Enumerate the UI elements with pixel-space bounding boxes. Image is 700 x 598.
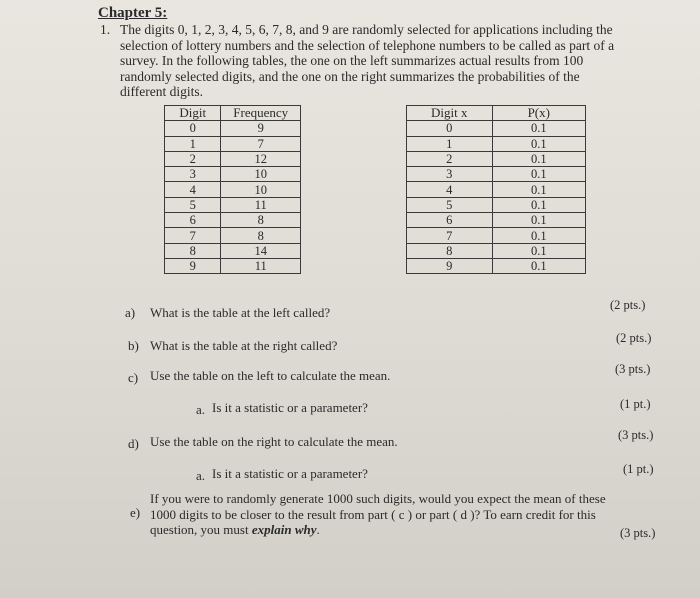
- table-row: [407, 228, 586, 243]
- frequency-cell: 9: [221, 121, 301, 136]
- digit-cell: 8: [165, 243, 221, 258]
- question-c-text: Use the table on the left to calculate the mean.: [150, 368, 391, 383]
- question-b-points: (2 pts.): [616, 331, 652, 345]
- digit-cell: 9: [407, 258, 493, 273]
- frequency-cell: 8: [221, 228, 301, 243]
- digit-cell: 5: [407, 197, 493, 212]
- table-row: [407, 197, 586, 212]
- question-d-sub-label: a.: [196, 468, 206, 483]
- frequency-cell: 10: [221, 182, 301, 197]
- digit-cell: 4: [165, 182, 221, 197]
- probability-cell: 0.1: [492, 167, 585, 182]
- question-a-text: What is the table at the left called?: [150, 305, 331, 320]
- frequency-cell: 8: [221, 213, 301, 228]
- digit-cell: 1: [165, 136, 221, 151]
- digit-cell: 6: [165, 213, 221, 228]
- problem-number: 1.: [100, 22, 111, 37]
- table-row: [165, 243, 301, 258]
- table-header-row: [407, 106, 586, 121]
- intro-line: randomly selected digits, and the one on the right summarizes the probabilities of the: [120, 68, 580, 84]
- header-frequency: Frequency: [221, 106, 301, 121]
- question-c-label: c): [128, 370, 139, 385]
- probability-cell: 0.1: [492, 151, 585, 166]
- header-probability: P(x): [492, 106, 585, 121]
- digit-cell: 8: [407, 243, 493, 258]
- frequency-cell: 10: [221, 167, 301, 182]
- problem-intro: [120, 22, 640, 100]
- header-digit: Digit: [165, 106, 221, 121]
- probability-table: [406, 105, 586, 274]
- question-a-points: (2 pts.): [610, 298, 646, 312]
- probability-cell: 0.1: [492, 121, 585, 136]
- probability-cell: 0.1: [492, 213, 585, 228]
- question-a-label: a): [125, 305, 136, 320]
- frequency-cell: 11: [221, 197, 301, 212]
- digit-cell: 1: [407, 136, 493, 151]
- question-b-label: b): [128, 338, 139, 353]
- probability-cell: 0.1: [492, 243, 585, 258]
- question-d-sub-points: (1 pt.): [623, 462, 654, 476]
- table-row: [407, 151, 586, 166]
- digit-cell: 6: [407, 213, 493, 228]
- probability-cell: 0.1: [492, 228, 585, 243]
- question-c-sub-points: (1 pt.): [620, 397, 651, 411]
- question-d-text: Use the table on the right to calculate the mean.: [150, 434, 398, 449]
- question-e-line: 1000 digits to be closer to the result from part ( c ) or part ( d )? To earn credit for this: [150, 506, 596, 522]
- frequency-cell: 7: [221, 136, 301, 151]
- digit-cell: 2: [407, 151, 493, 166]
- digit-cell: 0: [407, 121, 493, 136]
- table-row: [165, 258, 301, 273]
- probability-cell: 0.1: [492, 258, 585, 273]
- digit-cell: 5: [165, 197, 221, 212]
- table-row: [407, 213, 586, 228]
- digit-cell: 9: [165, 258, 221, 273]
- frequency-cell: 11: [221, 258, 301, 273]
- probability-cell: 0.1: [492, 197, 585, 212]
- table-row: [165, 228, 301, 243]
- digit-cell: 3: [165, 167, 221, 182]
- table-row: [165, 213, 301, 228]
- chapter-heading: Chapter 5:: [98, 5, 168, 21]
- intro-line: selection of lottery numbers and the selection of telephone numbers to be called as part of a: [120, 37, 615, 53]
- frequency-cell: 12: [221, 151, 301, 166]
- question-c-points: (3 pts.): [615, 362, 651, 376]
- table-row: [165, 197, 301, 212]
- table-row: [165, 136, 301, 151]
- question-e-line: [150, 522, 606, 538]
- table-row: [407, 243, 586, 258]
- explain-why-emphasis: explain why: [251, 522, 317, 537]
- question-e-points: (3 pts.): [620, 526, 656, 540]
- digit-cell: 4: [407, 182, 493, 197]
- table-row: [165, 167, 301, 182]
- digit-cell: 0: [165, 121, 221, 136]
- table-row: [165, 151, 301, 166]
- question-b-text: What is the table at the right called?: [150, 338, 338, 353]
- question-c-sub-text: Is it a statistic or a parameter?: [212, 400, 368, 415]
- question-e-line3-start: question, you must: [150, 522, 252, 537]
- probability-cell: 0.1: [492, 136, 585, 151]
- header-digit-x: Digit x: [407, 106, 493, 121]
- frequency-cell: 14: [221, 243, 301, 258]
- digit-cell: 2: [165, 151, 221, 166]
- question-e-line: If you were to randomly generate 1000 such digits, would you expect the mean of these: [150, 491, 606, 506]
- intro-line: survey. In the following tables, the one on the left summarizes actual results from 100: [120, 53, 584, 68]
- probability-cell: 0.1: [492, 182, 585, 197]
- table-row: [165, 121, 301, 136]
- digit-cell: 7: [407, 228, 493, 243]
- table-row: [407, 258, 586, 273]
- intro-line: different digits.: [120, 84, 203, 99]
- question-d-label: d): [128, 436, 139, 451]
- table-header-row: [165, 106, 301, 121]
- intro-line: The digits 0, 1, 2, 3, 4, 5, 6, 7, 8, and 9 are randomly selected for applications including the: [120, 22, 613, 37]
- table-row: [407, 167, 586, 182]
- table-row: [407, 136, 586, 151]
- table-row: [407, 121, 586, 136]
- question-e-text: [150, 491, 606, 538]
- question-e-label: e): [130, 505, 141, 520]
- table-row: [165, 182, 301, 197]
- digit-cell: 3: [407, 167, 493, 182]
- frequency-table: [164, 105, 301, 274]
- digit-cell: 7: [165, 228, 221, 243]
- question-c-sub-label: a.: [196, 402, 206, 417]
- table-row: [407, 182, 586, 197]
- question-d-sub-text: Is it a statistic or a parameter?: [212, 466, 368, 481]
- question-d-points: (3 pts.): [618, 428, 654, 442]
- question-e-line3-end: .: [316, 522, 320, 537]
